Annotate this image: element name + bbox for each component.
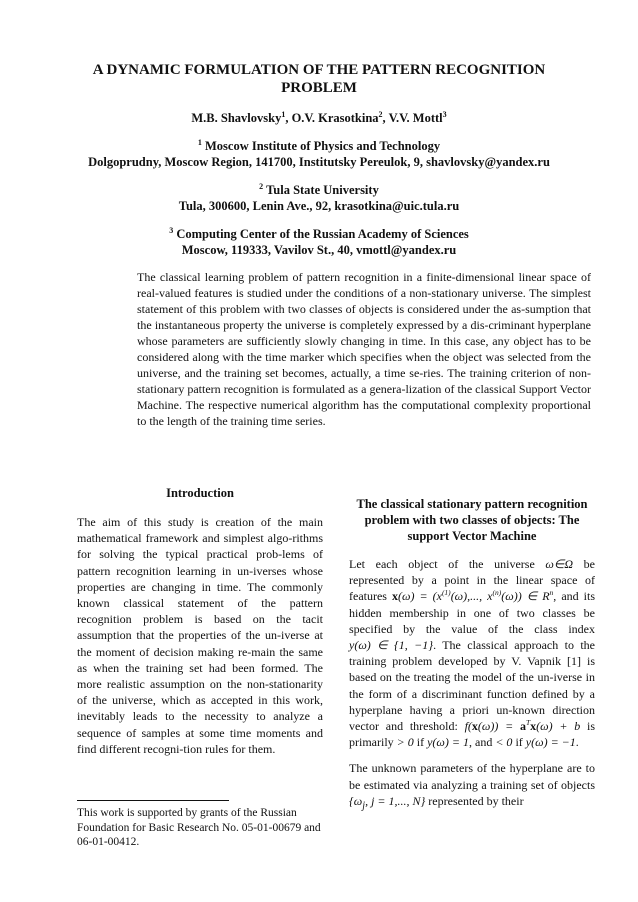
section-heading-introduction: Introduction — [166, 486, 234, 500]
affiliation-3-sup: 3 — [169, 226, 174, 235]
math-negative: < 0 — [495, 735, 513, 750]
abstract: The classical learning problem of pattern recognition in a finite-dimensional linear space of real-valued features is studied under the conditions of a non-stationary universe. The simplest statement of this problem with two classes of objects is considered under the as-sumption that the instantaneous property the universe is completely expressed by a dis-criminant hyperplane whose parameters are sufficiently slowly changing in time. In this case, any object has to be considered along with the time marker which specifies when the object was selected from the universe, and the training set becomes, actually, a time se-ries. The training criterion of non-stationary pattern recognition is formulated as a genera-lization of the classical Support Vector Machine. The respective numerical algorithm has the computational complexity proportional to the length of the training time series. — [137, 270, 591, 428]
affiliation-1-address: Dolgoprudny, Moscow Region, 141700, Institutsky Pereulok, 9, shavlovsky@yandex.ru — [88, 155, 550, 169]
introduction-paragraph: The aim of this study is creation of the main mathematical framework and simplest algo-rithms for solving the typical practical prob-lems of pattern recognition learning in un-iverses whose properties are changing in time. The commonly known classical statement of the pattern recognition problem is based on the tacit assumption that the properties of the un-iverse at the moment of decision making re-main the same as when the training set had been formed. The more realistic assumption on the non-stationarity of the universe, which as accepted in this work, inevitably leads to the necessity to analyze a sequence of samples at some time moments and find different recogni-tion rules for them. — [77, 515, 323, 756]
affiliation-3 — [60, 226, 578, 258]
math-class-negative: y(ω) = −1 — [525, 735, 576, 750]
affiliation-2-address: Tula, 300600, Lenin Ave., 92, krasotkina@uic.tula.ru — [178, 199, 460, 213]
author-line: M.B. Shavlovsky$^1$, O.V. Krasotkina$^2$, V.V. Mottl$^3$ — [191, 110, 447, 125]
author-2: O.V. Krasotkina — [291, 111, 379, 125]
left-column — [77, 485, 323, 757]
math-class-index: y(ω) ∈ {1, −1} — [349, 638, 434, 653]
right-column — [349, 496, 595, 814]
math-feature-vector: $x(\omega) = (x^{(1)}(\omega)$,..., $x^{(n)}(\omega)$) ∈ $R^n$ — [392, 588, 554, 604]
affiliation-2-sup: 2 — [259, 182, 264, 191]
affiliation-1-sup: 1 — [197, 138, 202, 147]
affiliation-2-name: Tula State University — [266, 183, 379, 197]
svm-paragraph-2: The unknown parameters of the hyperplane are to be estimated via analyzing a training set of objects {$\omega_j$, j = 1,..., N} represented by their — [349, 761, 595, 812]
author-3-sup: 3 — [442, 110, 447, 119]
author-1-sup: 1 — [281, 110, 286, 119]
svm-paragraph-1: Let each object of the universe ω∈Ω be represented by a point in the linear space of features $x(\omega) = (x^{(1)}(\omega)$,..., $x^{(n)}(\omega)$) ∈ $R^n$, and its hidden membership in one of two classes be specified by the value of the class index y(ω) ∈ {1, −1}. The classical approach to the training problem developed by V. Vapnik [1] is based on the treating the model of the un-iverse in the form of a discriminant function defined by a hyperplane having a priori un-known direction vector and threshold: $f(x(\omega)) = a^Tx(\omega) + b$ is primarily > 0 if y(ω) = 1, and < 0 if y(ω) = −1. — [349, 557, 596, 750]
math-training-set: {$\omega_j$, j = 1,..., N} — [349, 793, 426, 812]
footnote-rule — [77, 800, 229, 801]
section-heading-svm: The classical stationary pattern recognition problem with two classes of objects: The support Vector Machine — [356, 497, 588, 543]
math-discriminant: $f(x(\omega)) = a^Tx(\omega) + b$ — [464, 718, 581, 734]
paper-title: A DYNAMIC FORMULATION OF THE PATTERN RECOGNITION PROBLEM — [92, 62, 546, 96]
affiliation-1-name: Moscow Institute of Physics and Technology — [205, 139, 441, 153]
author-3: V.V. Mottl — [388, 111, 443, 125]
author-2-sup: 2 — [378, 110, 383, 119]
affiliation-2 — [60, 182, 578, 214]
author-1: M.B. Shavlovsky — [191, 111, 282, 125]
footnote: This work is supported by grants of the Russian Foundation for Basic Research No. 05-01-00679 and 06-01-00412. — [77, 807, 321, 849]
affiliation-3-name: Computing Center of the Russian Academy of Sciences — [176, 227, 469, 241]
math-positive: > 0 — [396, 735, 414, 750]
affiliation-3-address: Moscow, 119333, Vavilov St., 40, vmottl@yandex.ru — [181, 243, 457, 257]
math-universe: ω∈Ω — [545, 557, 574, 571]
math-class-positive: y(ω) = 1 — [427, 735, 469, 750]
affiliation-1 — [60, 138, 578, 170]
